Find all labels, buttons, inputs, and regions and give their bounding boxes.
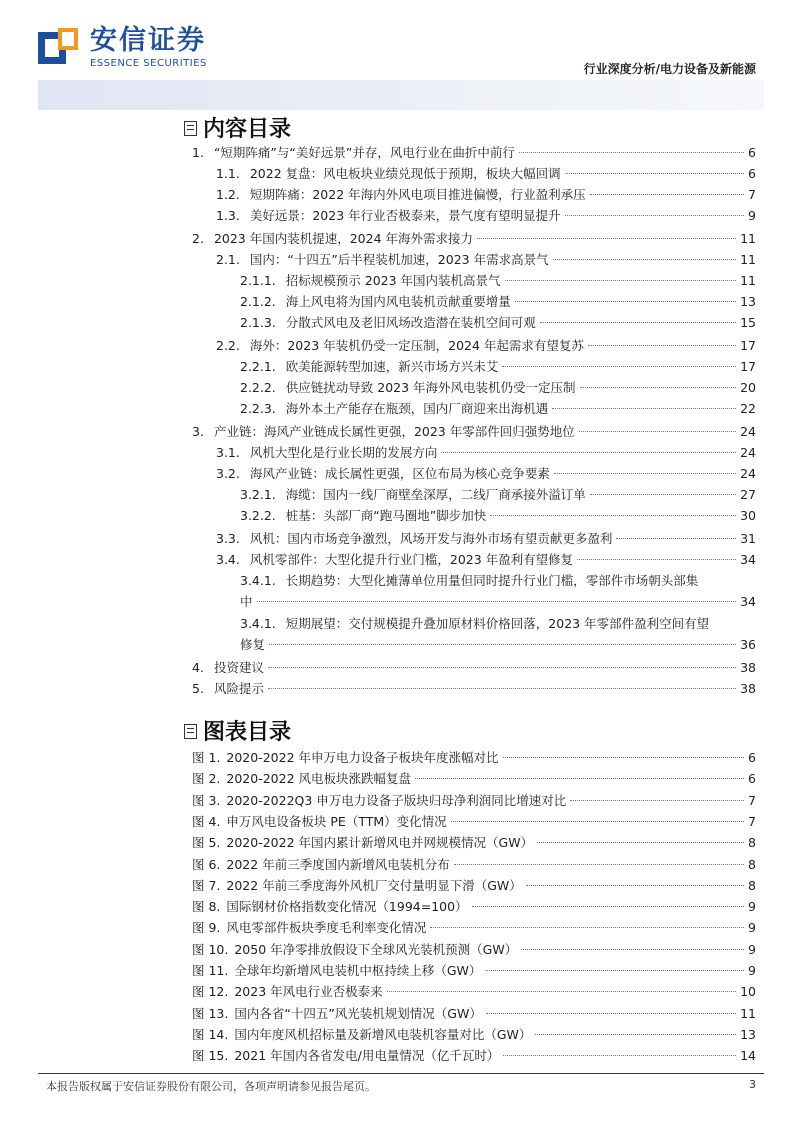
figures-row[interactable] bbox=[192, 814, 756, 830]
contents-page: 24 bbox=[740, 424, 756, 439]
contents-page: 34 bbox=[740, 594, 756, 609]
figures-label: 2020-2022 年国内累计新增风电并网规模情况（GW） bbox=[226, 835, 534, 850]
figures-page: 8 bbox=[748, 878, 756, 893]
figures-number: 图 8. bbox=[192, 899, 221, 914]
contents-number: 2.2.3. bbox=[240, 401, 276, 416]
contents-page: 22 bbox=[740, 401, 756, 416]
figures-page: 6 bbox=[748, 771, 756, 786]
contents-label: 桩基：头部厂商“跑马圈地”脚步加快 bbox=[285, 508, 487, 523]
leader-dots bbox=[554, 473, 736, 474]
figures-label: 国内年度风机招标量及新增风电装机容量对比（GW） bbox=[234, 1027, 532, 1042]
figures-page: 6 bbox=[748, 750, 756, 765]
contents-page: 6 bbox=[748, 166, 756, 181]
contents-label: 欧美能源转型加速，新兴市场方兴未艾 bbox=[285, 359, 499, 374]
figures-label: 2021 年国内各省发电/用电量情况（亿千瓦时） bbox=[234, 1048, 500, 1063]
contents-page: 20 bbox=[740, 380, 756, 395]
leader-dots bbox=[441, 452, 736, 453]
leader-dots bbox=[537, 842, 744, 843]
leader-dots bbox=[590, 194, 744, 195]
contents-row[interactable] bbox=[216, 552, 756, 568]
contents-number: 3.1. bbox=[216, 445, 240, 460]
contents-page: 11 bbox=[740, 231, 756, 246]
contents-number: 5. bbox=[192, 681, 204, 696]
figures-row[interactable] bbox=[192, 857, 756, 873]
leader-dots bbox=[588, 345, 736, 346]
contents-page: 13 bbox=[740, 294, 756, 309]
leader-dots bbox=[505, 280, 737, 281]
contents-row[interactable] bbox=[216, 208, 756, 224]
figures-page: 8 bbox=[748, 857, 756, 872]
contents-number: 1.1. bbox=[216, 166, 240, 181]
contents-title: 内容目录 bbox=[184, 116, 291, 144]
contents-page: 11 bbox=[740, 252, 756, 267]
contents-row[interactable] bbox=[216, 166, 756, 182]
contents-row-continuation[interactable] bbox=[240, 594, 756, 610]
contents-row[interactable] bbox=[240, 573, 756, 589]
contents-row[interactable] bbox=[240, 273, 756, 289]
contents-row[interactable] bbox=[240, 401, 756, 417]
figures-label: 2050 年净零排放假设下全球风光装机预测（GW） bbox=[234, 942, 518, 957]
contents-row[interactable] bbox=[216, 338, 756, 354]
figures-number: 图 9. bbox=[192, 920, 221, 935]
figures-row[interactable] bbox=[192, 793, 756, 809]
figures-label: 2022 年前三季度海外风机厂交付量明显下滑（GW） bbox=[226, 878, 522, 893]
contents-label: 招标规模预示 2023 年国内装机高景气 bbox=[285, 273, 501, 288]
leader-dots bbox=[590, 494, 736, 495]
contents-label: 美好远景：2023 年行业否极泰来，景气度有望明显提升 bbox=[249, 208, 561, 223]
figures-label: 2020-2022Q3 申万电力设备子版块归母净利润同比增速对比 bbox=[226, 793, 567, 808]
figures-title: 图表目录 bbox=[184, 719, 291, 747]
contents-page: 6 bbox=[748, 145, 756, 160]
contents-row[interactable] bbox=[216, 187, 756, 203]
leader-dots bbox=[503, 1055, 736, 1056]
contents-page: 38 bbox=[740, 660, 756, 675]
figures-row[interactable] bbox=[192, 1006, 756, 1022]
figures-label: 2022 年前三季度国内新增风电装机分布 bbox=[226, 857, 450, 872]
contents-label: 风机零部件：大型化提升行业门槛，2023 年盈利有望修复 bbox=[249, 552, 574, 567]
brand-name-en: ESSENCE SECURITIES bbox=[90, 58, 207, 69]
contents-page: 30 bbox=[740, 508, 756, 523]
contents-label: 投资建议 bbox=[213, 660, 264, 675]
contents-row[interactable] bbox=[192, 681, 756, 697]
page-number: 3 bbox=[749, 1078, 756, 1091]
contents-page: 27 bbox=[740, 487, 756, 502]
figures-number: 图 6. bbox=[192, 857, 221, 872]
contents-row[interactable] bbox=[216, 466, 756, 482]
contents-number: 3.4.1. bbox=[240, 616, 276, 631]
contents-number: 3.4. bbox=[216, 552, 240, 567]
contents-number: 2.1.1. bbox=[240, 273, 276, 288]
contents-label: 海外：2023 年装机仍受一定压制，2024 年起需求有望复苏 bbox=[249, 338, 584, 353]
contents-label: 海风产业链：成长属性更强，区位布局为核心竞争要素 bbox=[249, 466, 550, 481]
contents-label: 短期展望：交付规模提升叠加原材料价格回落，2023 年零部件盈利空间有望 bbox=[285, 616, 710, 631]
contents-number: 2.1.2. bbox=[240, 294, 276, 309]
contents-number: 2.2.1. bbox=[240, 359, 276, 374]
contents-number: 3.2.1. bbox=[240, 487, 276, 502]
leader-dots bbox=[486, 1013, 736, 1014]
contents-row-continuation[interactable] bbox=[240, 637, 756, 653]
contents-row[interactable] bbox=[216, 531, 756, 547]
contents-label: 中 bbox=[240, 594, 253, 609]
leader-dots bbox=[570, 800, 744, 801]
contents-page: 9 bbox=[748, 208, 756, 223]
leader-dots bbox=[454, 864, 744, 865]
figures-page: 8 bbox=[748, 835, 756, 850]
contents-page: 11 bbox=[740, 273, 756, 288]
figures-label: 国际钢材价格指数变化情况（1994=100） bbox=[226, 899, 468, 914]
figures-row[interactable] bbox=[192, 1027, 756, 1043]
leader-dots bbox=[472, 906, 744, 907]
contents-label: 国内：“十四五”后半程装机加速，2023 年需求高景气 bbox=[249, 252, 549, 267]
figures-label: 全球年均新增风电装机中枢持续上移（GW） bbox=[234, 963, 482, 978]
contents-number: 3.3. bbox=[216, 531, 240, 546]
contents-page: 24 bbox=[740, 445, 756, 460]
figures-number: 图 2. bbox=[192, 771, 221, 786]
contents-number: 3. bbox=[192, 424, 204, 439]
contents-number: 2. bbox=[192, 231, 204, 246]
contents-page: 17 bbox=[740, 359, 756, 374]
figures-row[interactable] bbox=[192, 835, 756, 851]
figures-page: 7 bbox=[748, 793, 756, 808]
leader-dots bbox=[490, 515, 736, 516]
figures-page: 9 bbox=[748, 942, 756, 957]
figures-number: 图 7. bbox=[192, 878, 221, 893]
figures-row[interactable] bbox=[192, 899, 756, 915]
contents-page: 34 bbox=[740, 552, 756, 567]
header-band bbox=[38, 80, 764, 110]
contents-page: 7 bbox=[748, 187, 756, 202]
contents-row[interactable] bbox=[240, 380, 756, 396]
brand-name-cn: 安信证券 bbox=[90, 25, 206, 56]
contents-row[interactable] bbox=[240, 508, 756, 524]
figures-label: 申万风电设备板块 PE（TTM）变化情况 bbox=[226, 814, 447, 829]
leader-dots bbox=[526, 885, 744, 886]
contents-label: 海缆：国内一线厂商壁垒深厚，二线厂商承接外溢订单 bbox=[285, 487, 586, 502]
figures-page: 9 bbox=[748, 963, 756, 978]
figures-number: 图 4. bbox=[192, 814, 221, 829]
contents-row[interactable] bbox=[192, 660, 756, 676]
contents-number: 2.1.3. bbox=[240, 315, 276, 330]
contents-page: 24 bbox=[740, 466, 756, 481]
figures-label: 2020-2022 风电板块涨跌幅复盘 bbox=[226, 771, 412, 786]
report-type-label: 行业深度分析/电力设备及新能源 bbox=[583, 62, 756, 76]
contents-number: 1. bbox=[192, 145, 204, 160]
contents-label: 短期阵痛：2022 年海内外风电项目推进偏慢，行业盈利承压 bbox=[249, 187, 586, 202]
figures-label: 2023 年风电行业否极泰来 bbox=[234, 984, 383, 999]
contents-number: 1.2. bbox=[216, 187, 240, 202]
figures-row[interactable] bbox=[192, 771, 756, 787]
figures-label: 风电零部件板块季度毛利率变化情况 bbox=[226, 920, 427, 935]
figures-row[interactable] bbox=[192, 750, 756, 766]
company-logo-icon bbox=[38, 28, 78, 68]
figures-number: 图 1. bbox=[192, 750, 221, 765]
contents-number: 4. bbox=[192, 660, 204, 675]
leader-dots bbox=[553, 259, 736, 260]
figures-page: 13 bbox=[740, 1027, 756, 1042]
contents-row[interactable] bbox=[240, 616, 756, 632]
contents-number: 3.4.1. bbox=[240, 573, 276, 588]
leader-dots bbox=[387, 991, 736, 992]
contents-number: 2.1. bbox=[216, 252, 240, 267]
figures-number: 图 10. bbox=[192, 942, 229, 957]
leader-dots bbox=[579, 431, 736, 432]
figures-row[interactable] bbox=[192, 878, 756, 894]
contents-row[interactable] bbox=[240, 487, 756, 503]
leader-dots bbox=[430, 927, 744, 928]
figures-number: 图 5. bbox=[192, 835, 221, 850]
contents-number: 1.3. bbox=[216, 208, 240, 223]
contents-row[interactable] bbox=[240, 294, 756, 310]
contents-row[interactable] bbox=[216, 445, 756, 461]
contents-number: 3.2.2. bbox=[240, 508, 276, 523]
contents-label: 供应链扰动导致 2023 年海外风电装机仍受一定压制 bbox=[285, 380, 576, 395]
contents-row[interactable] bbox=[192, 424, 756, 440]
figures-page: 11 bbox=[740, 1006, 756, 1021]
contents-page: 15 bbox=[740, 315, 756, 330]
figures-page: 7 bbox=[748, 814, 756, 829]
figures-page: 10 bbox=[740, 984, 756, 999]
contents-label: 海上风电将为国内风电装机贡献重要增量 bbox=[285, 294, 511, 309]
leader-dots bbox=[521, 949, 744, 950]
footer-divider bbox=[38, 1073, 764, 1074]
figures-row[interactable] bbox=[192, 942, 756, 958]
contents-label: 风机：国内市场竞争激烈，风场开发与海外市场有望贡献更多盈利 bbox=[249, 531, 613, 546]
figures-row[interactable] bbox=[192, 984, 756, 1000]
contents-label: 分散式风电及老旧风场改造潜在装机空间可观 bbox=[285, 315, 536, 330]
leader-dots bbox=[552, 408, 736, 409]
leader-dots bbox=[451, 821, 744, 822]
figures-number: 图 12. bbox=[192, 984, 229, 999]
contents-label: 长期趋势：大型化摊薄单位用量但同时提升行业门槛，零部件市场朝头部集 bbox=[285, 573, 699, 588]
contents-label: 2023 年国内装机提速，2024 年海外需求接力 bbox=[213, 231, 474, 246]
leader-dots bbox=[503, 757, 745, 758]
contents-page: 17 bbox=[740, 338, 756, 353]
leader-dots bbox=[580, 387, 737, 388]
leader-dots bbox=[577, 559, 736, 560]
figures-page: 9 bbox=[748, 920, 756, 935]
leader-dots bbox=[519, 152, 744, 153]
contents-number: 2.2.2. bbox=[240, 380, 276, 395]
figures-page: 14 bbox=[740, 1048, 756, 1063]
contents-label: 产业链：海风产业链成长属性更强，2023 年零部件回归强势地位 bbox=[213, 424, 575, 439]
contents-label: 修复 bbox=[240, 637, 266, 652]
leader-dots bbox=[565, 173, 744, 174]
leader-dots bbox=[485, 970, 744, 971]
contents-row[interactable] bbox=[192, 145, 756, 161]
contents-row[interactable] bbox=[240, 359, 756, 375]
contents-number: 3.2. bbox=[216, 466, 240, 481]
leader-dots bbox=[535, 1034, 736, 1035]
toc-list-icon bbox=[184, 121, 197, 136]
figures-row[interactable] bbox=[192, 1048, 756, 1064]
contents-label: 风险提示 bbox=[213, 681, 264, 696]
leader-dots bbox=[477, 238, 736, 239]
figures-number: 图 3. bbox=[192, 793, 221, 808]
leader-dots bbox=[502, 366, 736, 367]
figures-row[interactable] bbox=[192, 920, 756, 936]
contents-row[interactable] bbox=[192, 231, 756, 247]
contents-label: 风机大型化是行业长期的发展方向 bbox=[249, 445, 438, 460]
contents-label: 2022 复盘：风电板块业绩兑现低于预期，板块大幅回调 bbox=[249, 166, 561, 181]
figures-label: 2020-2022 年申万电力设备子板块年度涨幅对比 bbox=[226, 750, 499, 765]
leader-dots bbox=[616, 538, 736, 539]
leader-dots bbox=[415, 778, 744, 779]
contents-row[interactable] bbox=[240, 315, 756, 331]
figures-number: 图 11. bbox=[192, 963, 229, 978]
leader-dots bbox=[268, 688, 736, 689]
contents-page: 38 bbox=[740, 681, 756, 696]
leader-dots bbox=[515, 301, 736, 302]
contents-row[interactable] bbox=[216, 252, 756, 268]
footer-disclaimer: 本报告版权属于安信证券股份有限公司，各项声明请参见报告尾页。 bbox=[46, 1080, 376, 1093]
figures-number: 图 13. bbox=[192, 1006, 229, 1021]
contents-label: “短期阵痛”与“美好远景”并存，风电行业在曲折中前行 bbox=[213, 145, 515, 160]
contents-number: 2.2. bbox=[216, 338, 240, 353]
leader-dots bbox=[268, 667, 736, 668]
figures-number: 图 14. bbox=[192, 1027, 229, 1042]
figures-row[interactable] bbox=[192, 963, 756, 979]
figures-page: 9 bbox=[748, 899, 756, 914]
leader-dots bbox=[257, 601, 737, 602]
leader-dots bbox=[269, 644, 736, 645]
contents-page: 36 bbox=[740, 637, 756, 652]
toc-list-icon bbox=[184, 724, 197, 739]
contents-page: 31 bbox=[740, 531, 756, 546]
figures-label: 国内各省“十四五”风光装机规划情况（GW） bbox=[234, 1006, 482, 1021]
page-header bbox=[0, 0, 802, 112]
figures-number: 图 15. bbox=[192, 1048, 229, 1063]
leader-dots bbox=[565, 215, 744, 216]
leader-dots bbox=[540, 322, 736, 323]
contents-label: 海外本土产能存在瓶颈，国内厂商迎来出海机遇 bbox=[285, 401, 549, 416]
